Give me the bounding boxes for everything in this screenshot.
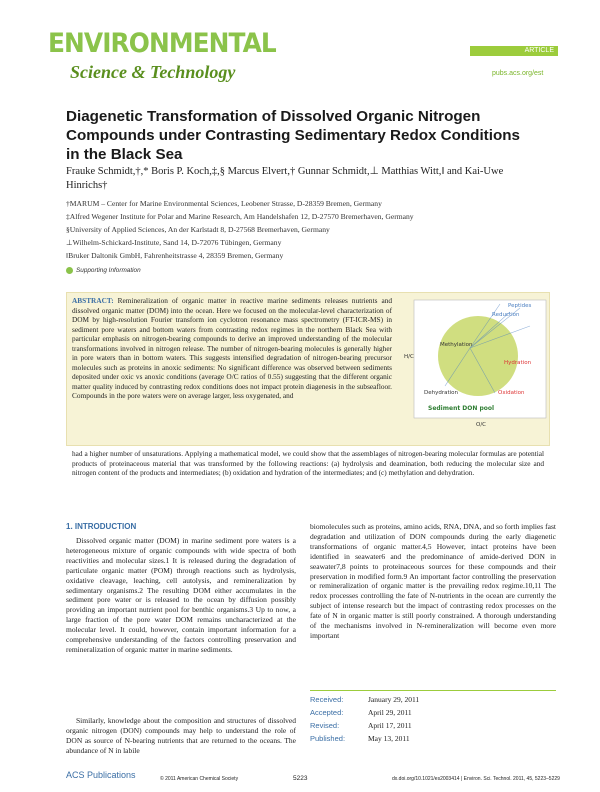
affiliation: ‡Alfred Wegener Institute for Polar and Marine Research, Am Handelshafen 12, D-27570 Bremerhaven, Germany: [66, 212, 414, 221]
label-dehydration: Dehydration: [424, 390, 459, 396]
supporting-info-icon: [66, 267, 73, 274]
affiliation: ⊥Wilhelm-Schickard-Institute, Sand 14, D-72076 Tübingen, Germany: [66, 238, 282, 247]
date-published: Published: May 13, 2011: [310, 734, 410, 743]
intro-paragraph-1: Dissolved organic matter (DOM) in marine sediment pore waters is a heterogeneous mixture of organic compounds with wide spectra of both reactivities and molecular sizes.1 It is released during the degradation of particulate organic matter (POM) through reactions such as hydrolysis, oxidative cleavage, leaching, cell autolysis, and remineralization by sedimentary organisms.2 The resulting DOM either accumulates in the sediment pore water or is released to the ocean by diffusion possibly providing an important nutrient pool for benthic organisms.3 Up to now, a large fraction of the pore water DOM remains uncharacterized at the molecular level. It could, however, contain important information for a comprehensive understanding of the factors controlling preservation and remineralization of organic matter in marine sediments.: [66, 536, 296, 654]
date-revised: Revised: April 17, 2011: [310, 721, 412, 730]
date-accepted: Accepted: April 29, 2011: [310, 708, 412, 717]
journal-url[interactable]: pubs.acs.org/est: [492, 70, 544, 77]
section-heading-introduction: 1. INTRODUCTION: [66, 522, 137, 531]
label-reduction: Reduction: [492, 312, 520, 318]
label-oxidation: Oxidation: [498, 390, 525, 396]
supporting-information-link[interactable]: [66, 267, 141, 274]
article-type-badge: ARTICLE: [470, 46, 558, 56]
page-number: 5223: [293, 775, 308, 782]
axis-label-x: O/C: [476, 422, 487, 428]
toc-graphic: [400, 298, 548, 428]
copyright: © 2011 American Chemical Society: [160, 776, 239, 782]
label-peptides: Peptides: [508, 303, 532, 309]
author-list: Frauke Schmidt,†,* Boris P. Koch,‡,§ Marcus Elvert,† Gunnar Schmidt,⊥ Matthias Witt,‖ and Kai-Uwe Hinrichs†: [66, 166, 504, 191]
intro-paragraph-2: Similarly, knowledge about the composition and structures of dissolved organic nitrogen (DON) compounds may help to understand the role of DON as source of N-bearing nutrients that are returned to the oceans. The abundance of N in labile: [66, 716, 296, 755]
label-hydration: Hydration: [504, 360, 532, 366]
journal-name-line2: Science & Technology: [70, 62, 236, 82]
label-methylation: Methylation: [440, 342, 473, 348]
paper-title: Diagenetic Transformation of Dissolved Organic Nitrogen Compounds under Contrasting Sedimentary Redox Conditions in the Black Sea: [66, 108, 520, 163]
supporting-info-label: Supporting Information: [76, 267, 141, 275]
affiliation: †MARUM – Center for Marine Environmental Sciences, Leobener Strasse, D-28359 Bremen, Germany: [66, 199, 382, 208]
abstract-text: [72, 296, 392, 401]
journal-logo: [48, 28, 276, 94]
don-pool-circle: [438, 316, 518, 396]
label-don-pool: Sediment DON pool: [428, 405, 495, 412]
abstract-part1: Remineralization of organic matter in reactive marine sediments releases nutrients and dissolved organic matter (DOM) into the ocean. Here we focused on the molecular-level characterization of DOM by high-resolution Fourier transform ion cyclotron resonance mass spectrometry (FT-ICR-MS) in sediment pore waters and bottom waters from contrasting redox regimes in the northern Black Sea with particular emphasis on nitrogen-bearing compounds to derive an improved understanding of the molecular transformations involved in nitrogen release. The number of nitrogen-bearing molecules is generally higher in pore waters than in bottom waters. This suggests intensified degradation of nitrogen-bearing precursor molecules such as proteins in anoxic sediments: No significant difference was observed between sediments deposited under oxic vs anoxic conditions (average O/C ratios of 0.55) suggesting that the different organic matter quality induced by contrasting redox conditions does not impact protein diagenesis in the subseafloor. Compounds in the pore waters were on average larger, less oxygenated, and: [72, 296, 392, 401]
article-dates: [310, 690, 556, 745]
acs-publications-logo: ACS Publications: [66, 770, 136, 780]
abstract-label: ABSTRACT:: [72, 296, 114, 305]
date-received: Received: January 29, 2011: [310, 695, 420, 704]
abstract-continued: had a higher number of unsaturations. Applying a mathematical model, we could show that the assemblages of nitrogen-bearing molecular formulas are potential products of proteinaceous material that was transformed by the following reactions: (a) hydrolysis and deamination, both reducing the molecular size and nitrogen content of the products and intermediates; (b) oxidation and hydration of the intermediates; and (c) methylation and dehydration.: [72, 449, 544, 478]
journal-name-line1: ENVIRONMENTAL: [48, 28, 276, 59]
affiliation: §University of Applied Sciences, An der Karlstadt 8, D-27568 Bremerhaven, Germany: [66, 225, 330, 234]
intro-paragraph-3: biomolecules such as proteins, amino acids, RNA, DNA, and so forth implies fast degradation and utilization of DON compounds during the early diagenetic transformations of organic matter.4,5 However, intact proteins have been identified in seawater6 and the predominance of amide-derived DON in seawater7,8 points to proteinaceous sources for these compounds and their preservation in modified form.9 An important factor controlling the preservation or remineralization of organic matter is the prevailing redox regime.10,11 The redox processes controlling the fate of N-nutrients in the ocean are currently the subject of intense research but the impact of contrasting redox processes on the fate of N in organic matter is still poorly constrained. A thorough understanding of the mechanisms involved in N-remineralization will become even more important: [310, 522, 556, 640]
doi-citation[interactable]: dx.doi.org/10.1021/es2003414 | Environ. Sci. Technol. 2011, 45, 5223–5229: [392, 776, 560, 782]
affiliation: ‖Bruker Daltonik GmbH, Fahrenheitstrasse 4, 28359 Bremen, Germany: [66, 251, 284, 260]
axis-label-y: H/C: [404, 354, 414, 360]
